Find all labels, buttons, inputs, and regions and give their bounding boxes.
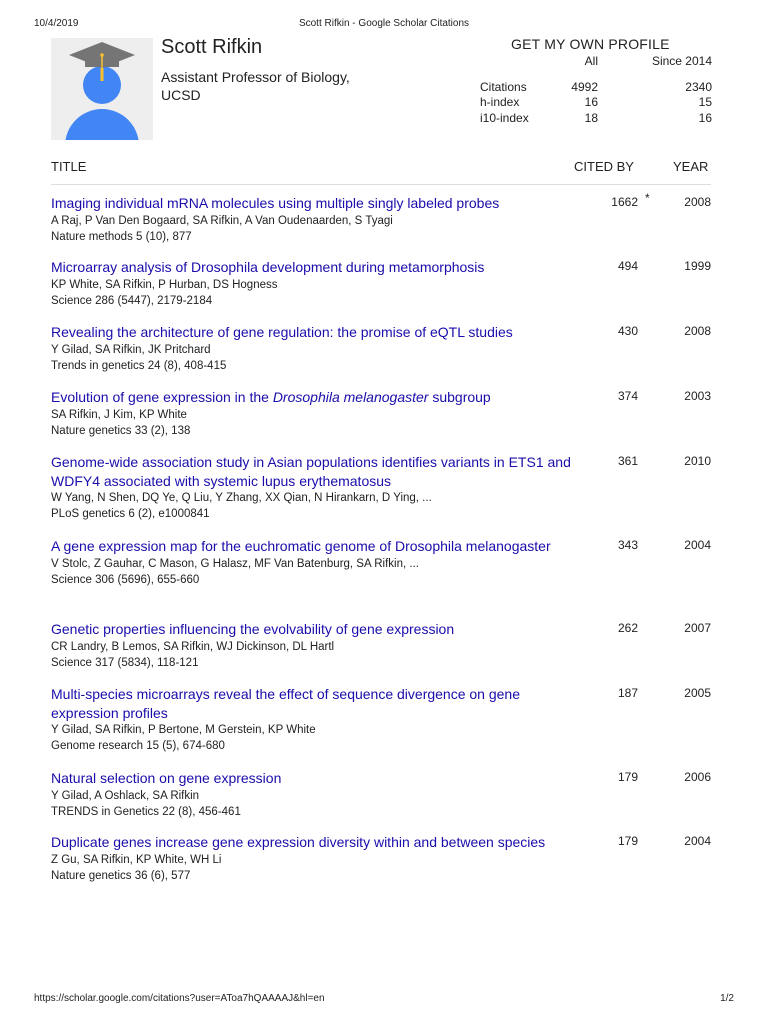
article-venue: Nature methods 5 (10), 877: [51, 230, 192, 243]
get-my-own-profile-link[interactable]: GET MY OWN PROFILE: [511, 36, 670, 52]
article-title-species: Drosophila melanogaster: [272, 389, 429, 405]
article-title-link[interactable]: [51, 388, 571, 407]
profile-name: Scott Rifkin: [161, 36, 263, 58]
article-title-link[interactable]: Microarray analysis of Drosophila development during metamorphosis: [51, 259, 485, 275]
article-row: [0, 453, 768, 537]
article-venue: PLoS genetics 6 (2), e1000841: [51, 508, 210, 520]
document-title: Scott Rifkin - Google Scholar Citations: [298, 18, 470, 29]
stats-all-value: 18: [584, 110, 598, 125]
cited-by-column-header[interactable]: CITED BY: [574, 159, 634, 174]
article-venue: Nature genetics 33 (2), 138: [51, 424, 191, 437]
article-authors: CR Landry, B Lemos, SA Rifkin, WJ Dickinson, DL Hartl: [51, 640, 335, 653]
article-list: [0, 191, 768, 917]
article-row: [0, 537, 768, 620]
article-cited-by[interactable]: 262: [617, 621, 638, 635]
stats-header-row: [480, 54, 712, 70]
title-column-header[interactable]: TITLE: [51, 159, 87, 174]
page-number: 1/2: [720, 993, 734, 1004]
stats-since-value: 15: [698, 95, 712, 109]
print-date: 10/4/2019: [34, 18, 79, 29]
stats-since-value: 16: [698, 110, 712, 125]
article-year: 2005: [684, 686, 711, 700]
article-title-link[interactable]: Revealing the architecture of gene regulation: the promise of eQTL studies: [51, 324, 513, 340]
article-venue: Science 317 (5834), 118-121: [51, 656, 199, 669]
article-title-part: Evolution of gene expression in the: [51, 389, 273, 405]
article-cited-by[interactable]: 430: [617, 324, 638, 338]
article-venue: Trends in genetics 24 (8), 408-415: [51, 359, 227, 372]
article-year: 2008: [684, 195, 711, 209]
stats-row-citations: [480, 80, 712, 96]
stats-row-h-index: [480, 95, 712, 111]
stats-label: Citations: [480, 79, 527, 94]
year-column-header[interactable]: YEAR: [673, 159, 709, 174]
stats-label: h-index: [480, 95, 520, 109]
article-row: [0, 769, 768, 833]
article-venue: Nature genetics 36 (6), 577: [51, 869, 191, 882]
article-year: 2003: [684, 389, 711, 403]
article-cited-by[interactable]: 179: [617, 834, 638, 848]
article-cited-by[interactable]: 187: [617, 686, 638, 700]
citation-stats-table: [480, 54, 712, 126]
stats-all-value: 4992: [571, 79, 598, 94]
article-venue: Science 306 (5696), 655-660: [51, 573, 200, 586]
article-year: 2006: [684, 770, 711, 784]
article-cited-by[interactable]: 1662: [611, 195, 638, 209]
article-cited-by[interactable]: 343: [617, 538, 638, 552]
profile-avatar: [51, 38, 153, 140]
article-authors: Y Gilad, SA Rifkin, JK Pritchard: [51, 343, 211, 356]
article-year: 2004: [684, 834, 711, 848]
article-authors: V Stolc, Z Gauhar, C Mason, G Halasz, MF Van Batenburg, SA Rifkin, ...: [51, 557, 419, 570]
article-row: [0, 388, 768, 453]
article-year: 2007: [684, 621, 711, 635]
article-authors: Y Gilad, A Oshlack, SA Rifkin: [51, 789, 200, 802]
graduate-avatar-icon: [51, 38, 153, 140]
article-row: [0, 620, 768, 685]
article-row: [0, 191, 768, 258]
article-authors: Y Gilad, SA Rifkin, P Bertone, M Gerstein, KP White: [51, 724, 316, 736]
stats-since-value: 2340: [685, 79, 712, 94]
article-year: 2008: [684, 324, 711, 338]
article-merged-star: *: [645, 191, 650, 205]
article-venue: Science 286 (5447), 2179-2184: [51, 294, 213, 307]
article-cited-by[interactable]: 179: [617, 770, 638, 784]
stats-label: i10-index: [480, 110, 529, 125]
article-row: [0, 323, 768, 388]
header-divider: [51, 184, 711, 185]
article-title-link[interactable]: Genome-wide association study in Asian populations identifies variants in ETS1 and WDFY4 associated with systemic lupus erythematosus: [51, 454, 571, 489]
article-year: 2004: [684, 538, 711, 552]
article-venue: TRENDS in Genetics 22 (8), 456-461: [51, 805, 241, 818]
article-authors: Z Gu, SA Rifkin, KP White, WH Li: [51, 853, 222, 866]
article-authors: W Yang, N Shen, DQ Ye, Q Liu, Y Zhang, XX Qian, N Hirankarn, D Ying, ...: [51, 492, 432, 504]
article-authors: A Raj, P Van Den Bogaard, SA Rifkin, A Van Oudenaarden, S Tyagi: [51, 214, 393, 227]
article-title-part: subgroup: [428, 389, 491, 405]
article-authors: SA Rifkin, J Kim, KP White: [51, 408, 187, 421]
article-year: 2010: [684, 454, 711, 468]
article-cited-by[interactable]: 494: [617, 259, 638, 273]
article-title-link[interactable]: Multi-species microarrays reveal the effect of sequence divergence on gene expression profiles: [51, 686, 520, 721]
article-title-link[interactable]: A gene expression map for the euchromatic genome of Drosophila melanogaster: [51, 538, 551, 554]
article-row: [0, 685, 768, 769]
stats-header-since: Since 2014: [651, 54, 712, 68]
article-title-link[interactable]: Genetic properties influencing the evolvability of gene expression: [51, 621, 455, 637]
article-year: 1999: [684, 259, 711, 273]
article-authors: KP White, SA Rifkin, P Hurban, DS Hogness: [51, 278, 278, 291]
article-title-link[interactable]: Imaging individual mRNA molecules using multiple singly labeled probes: [51, 195, 500, 211]
article-cited-by[interactable]: 374: [617, 389, 638, 403]
article-cited-by[interactable]: 361: [617, 454, 638, 468]
article-title-link[interactable]: Duplicate genes increase gene expression diversity within and between species: [51, 834, 546, 850]
stats-header-all: All: [584, 54, 598, 68]
article-venue: Genome research 15 (5), 674-680: [51, 740, 225, 752]
profile-affiliation: Assistant Professor of Biology, UCSD: [161, 69, 350, 103]
stats-all-value: 16: [584, 95, 598, 109]
page-url: https://scholar.google.com/citations?user=AToa7hQAAAAJ&hl=en: [34, 993, 325, 1004]
article-row: [0, 258, 768, 323]
stats-row-i10-index: [480, 111, 712, 127]
article-row: [0, 833, 768, 917]
article-title-link[interactable]: Natural selection on gene expression: [51, 770, 282, 786]
